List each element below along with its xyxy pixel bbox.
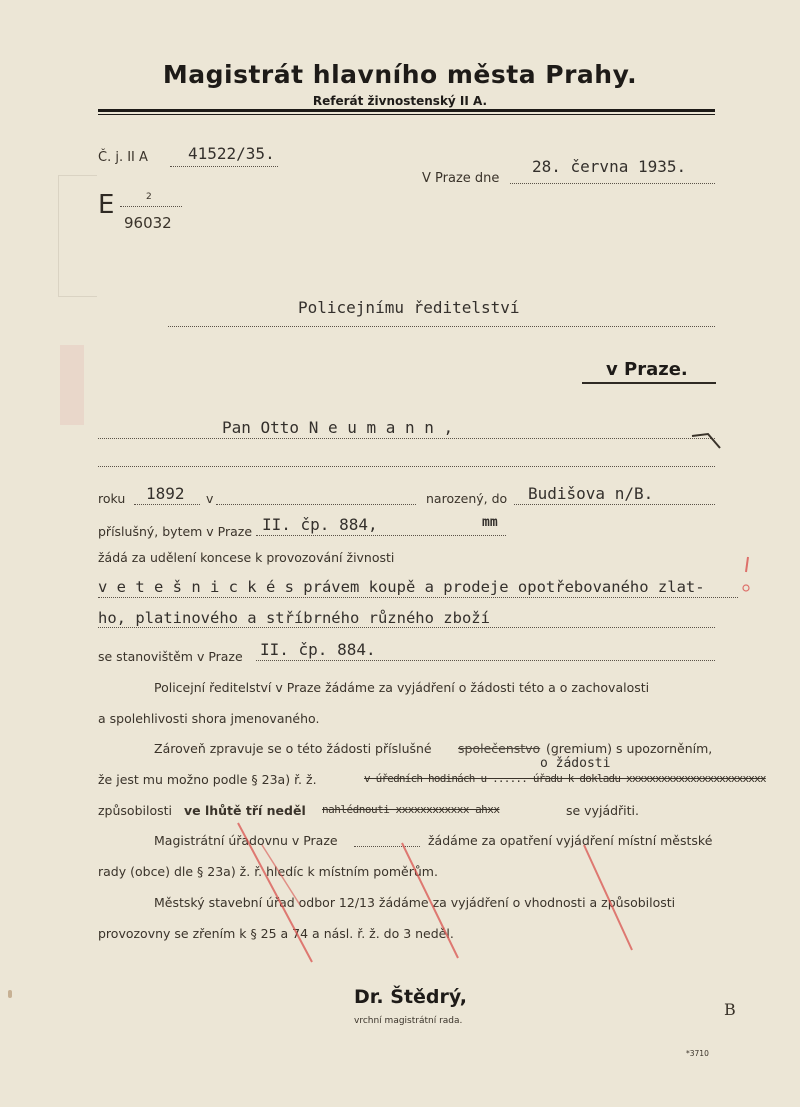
recipient-office: Policejnímu ředitelství [298, 298, 520, 317]
p2-line-3-a: způsobilosti [98, 803, 172, 818]
domicile-label: příslušný, bytem v Praze [98, 524, 253, 539]
residence: II. čp. 884, [262, 515, 378, 534]
request-text: žádá za udělení koncese k provozování živnosti [98, 550, 395, 565]
roku-label: roku [98, 491, 126, 506]
birth-year: 1892 [146, 484, 185, 503]
p2-line-1-a: Zároveň zpravuje se o této žádosti příslušné [154, 741, 432, 756]
cj-number: 41522/35. [188, 144, 275, 163]
location-label: se stanovištěm v Praze [98, 649, 243, 664]
recipient-city: v Praze. [606, 359, 688, 380]
trade-line-1: v e t e š n i c k é s právem koupě a prodeje opotřebovaného zlat- [98, 578, 705, 596]
p4-line-2: provozovny se zřením k § 25 a 74 a násl. ř. ž. do 3 neděl. [98, 926, 454, 941]
residence-extra: mm [482, 515, 498, 530]
born-label: narozený, do [426, 491, 508, 506]
p2-line-3-b: se vyjádřiti. [566, 803, 639, 818]
signature-title: vrchní magistrátní rada. [354, 1016, 463, 1026]
p2-struck-word: společenstvo [458, 741, 541, 756]
cj-label: Č. j. II A [98, 150, 148, 165]
p1-line-2: a spolehlivosti shora jmenovaného. [98, 711, 320, 726]
date-label: V Praze dne [422, 171, 500, 186]
p2-line-1-b: (gremium) s upozorněním, [546, 741, 713, 756]
e-number: 96032 [124, 214, 172, 232]
header-subtitle: Referát živnostenský II A. [312, 94, 488, 108]
p2-line-2-a: že jest mu možno podle § 23a) ř. ž. [98, 772, 317, 787]
p2-insert: o žádosti [540, 756, 611, 771]
applicant-name: Pan Otto N e u m a n n , [222, 418, 454, 437]
p2-line-3-bold: ve lhůtě tří neděl [184, 803, 306, 818]
trade-line-2: ho, platinového a stříbrného různého zboží [98, 609, 490, 627]
p4-line-1: Městský stavební úřad odbor 12/13 žádáme za vyjádření o vhodnosti a způsobilosti [154, 895, 676, 910]
birthplace: Budišova n/B. [528, 484, 654, 503]
v-label: v [206, 491, 214, 506]
date-value: 28. června 1935. [532, 157, 687, 176]
letter-b-mark: B [724, 1000, 736, 1019]
e-label: E [98, 190, 115, 220]
p3-line-1-b: žádáme za opatření vyjádření místní městské [428, 833, 713, 848]
location-value: II. čp. 884. [260, 640, 376, 659]
form-number: *3710 [686, 1049, 709, 1058]
p2-line-2-xout: v úředních hodinách u ...... úřadu k dokladu xxxxxxxxxxxxxxxxxxxxxxxx [364, 772, 766, 785]
p3-line-2: rady (obce) dle § 23a) ž. ř. hledíc k místním poměrům. [98, 864, 438, 879]
p2-line-3-xout: nahlédnouti xxxxxxxxxxxx ahxx [322, 803, 500, 816]
signature-name: Dr. Štědrý, [354, 986, 468, 1008]
p3-line-1-a: Magistrátní úřadovnu v Praze [154, 833, 338, 848]
header-title: Magistrát hlavního města Prahy. [162, 60, 638, 89]
p1-line-1: Policejní ředitelství v Praze žádáme za vyjádření o žádosti této a o zachovalosti [154, 680, 650, 695]
e-superscript: 2 [146, 192, 152, 202]
edge-dot [8, 990, 12, 998]
